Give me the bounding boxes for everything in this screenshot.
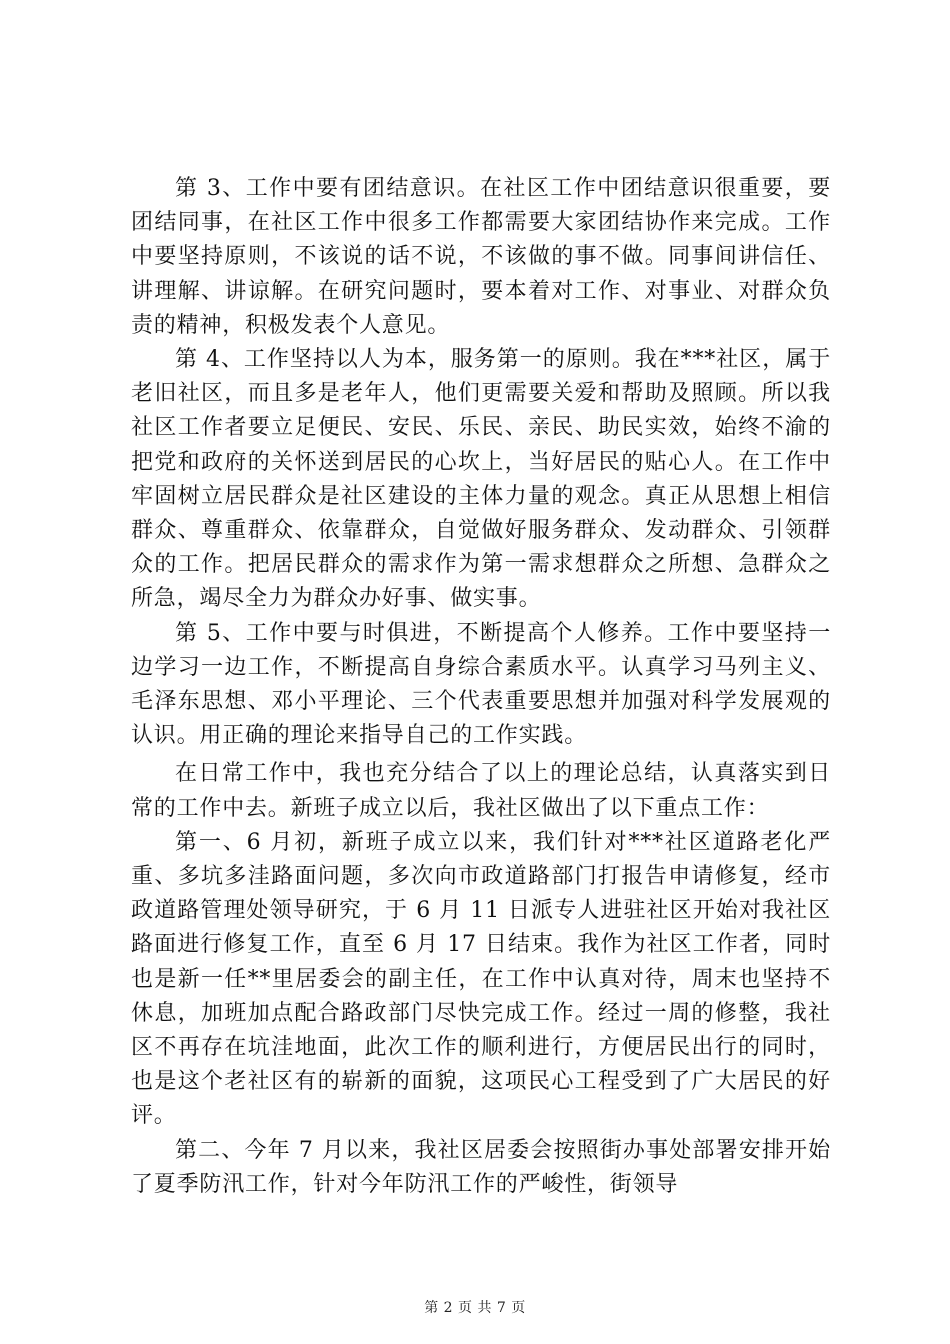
paragraph-daily-work: 在日常工作中，我也充分结合了以上的理论总结，认真落实到日常的工作中去。新班子成立以后，我社区做出了以下重点工作：	[131, 761, 831, 821]
paragraph-item-4: 第 4、工作坚持以人为本，服务第一的原则。我在***社区，属于老旧社区，而且多是老年人，他们更需要关爱和帮助及照顾。所以我社区工作者要立足便民、安民、乐民、亲民、助民实效，始终不渝的把党和政府的关怀送到居民的心坎上，当好居民的贴心人。在工作中牢固树立居民群众是社区建设的主体力量的观念。真正从思想上相信群众、尊重群众、依靠群众，自觉做好服务群众、发动群众、引领群众的工作。把居民群众的需求作为第一需求想群众之所想、急群众之所急，竭尽全力为群众办好事、做实事。	[131, 347, 831, 612]
paragraph-work-first: 第一、6 月初，新班子成立以来，我们针对***社区道路老化严重、多坑多洼路面问题，多次向市政道路部门打报告申请修复，经市政道路管理处领导研究，于 6 月 11 日派专人进驻社区开始对我社区路面进行修复工作，直至 6 月 17 日结束。我作为社区工作者，同时也是新一任**里居委会的副主任，在工作中认真对待，周末也坚持不休息，加班加点配合路政部门尽快完成工作。经过一周的修整，我社区不再存在坑洼地面，此次工作的顺利进行，方便居民出行的同时，也是这个老社区有的崭新的面貌，这项民心工程受到了广大居民的好评。	[131, 829, 831, 1129]
body-text	[131, 172, 831, 1202]
paragraph-item-5: 第 5、工作中要与时俱进，不断提高个人修养。工作中要坚持一边学习一边工作，不断提高自身综合素质水平。认真学习马列主义、毛泽东思想、邓小平理论、三个代表重要思想并加强对科学发展观的认识。用正确的理论来指导自己的工作实践。	[131, 620, 831, 749]
paragraph-work-second: 第二、今年 7 月以来，我社区居委会按照街办事处部署安排开始了夏季防汛工作，针对今年防汛工作的严峻性，街领导	[131, 1137, 831, 1197]
paragraph-item-3: 第 3、工作中要有团结意识。在社区工作中团结意识很重要，要团结同事，在社区工作中很多工作都需要大家团结协作来完成。工作中要坚持原则，不该说的话不说，不该做的事不做。同事间讲信任、讲理解、讲谅解。在研究问题时，要本着对工作、对事业、对群众负责的精神，积极发表个人意见。	[131, 176, 831, 338]
page-footer: 第 2 页 共 7 页	[424, 1300, 526, 1316]
